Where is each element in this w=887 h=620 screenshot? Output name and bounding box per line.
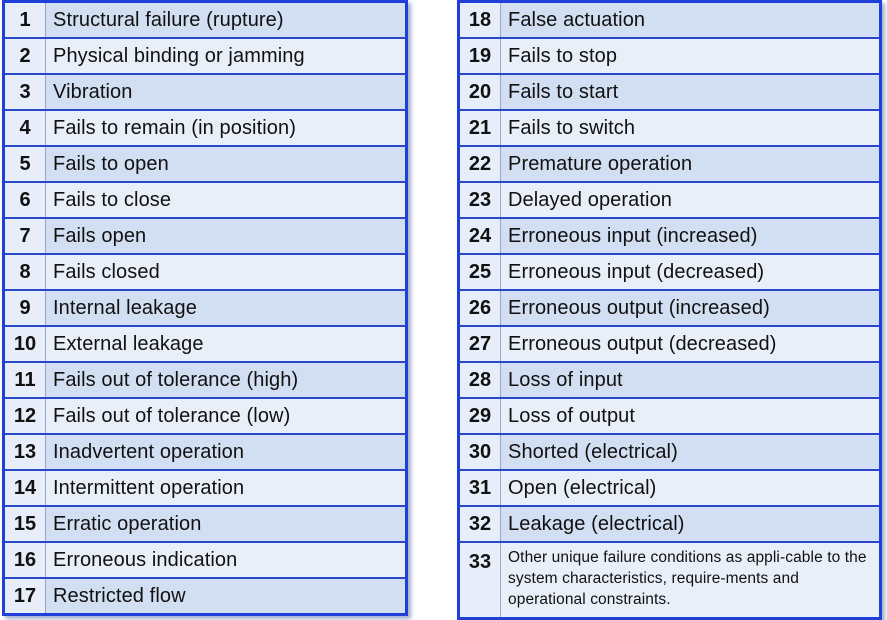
row-number: 13 (4, 434, 46, 470)
failure-mode-text: Loss of input (501, 362, 881, 398)
failure-mode-text: Erroneous output (increased) (501, 290, 881, 326)
failure-mode-text: Fails to close (46, 182, 407, 218)
row-number: 6 (4, 182, 46, 218)
row-number: 24 (459, 218, 501, 254)
table-row (4, 470, 407, 506)
row-number: 21 (459, 110, 501, 146)
row-number: 4 (4, 110, 46, 146)
table-row (459, 38, 881, 74)
failure-modes-table-left (2, 0, 408, 616)
table-row (459, 362, 881, 398)
failure-mode-text: Delayed operation (501, 182, 881, 218)
table-row (459, 146, 881, 182)
failure-mode-text: Erratic operation (46, 506, 407, 542)
failure-mode-text: Fails to stop (501, 38, 881, 74)
row-number: 7 (4, 218, 46, 254)
failure-mode-text: Leakage (electrical) (501, 506, 881, 542)
table-row (459, 470, 881, 506)
table-row (4, 146, 407, 182)
row-number: 3 (4, 74, 46, 110)
row-number: 30 (459, 434, 501, 470)
table-row (459, 74, 881, 110)
table-row (459, 182, 881, 218)
failure-modes-table-right (457, 0, 882, 620)
failure-mode-text: Inadvertent operation (46, 434, 407, 470)
row-number: 14 (4, 470, 46, 506)
failure-mode-text: Fails to start (501, 74, 881, 110)
table-row (4, 434, 407, 470)
row-number: 16 (4, 542, 46, 578)
row-number: 28 (459, 362, 501, 398)
row-number: 31 (459, 470, 501, 506)
table-row (459, 110, 881, 146)
table-row (459, 542, 881, 619)
table-row (4, 578, 407, 615)
table-row (459, 290, 881, 326)
failure-mode-text: Fails open (46, 218, 407, 254)
table-row (459, 2, 881, 39)
table-row (4, 326, 407, 362)
failure-mode-text: Loss of output (501, 398, 881, 434)
failure-mode-text: Erroneous indication (46, 542, 407, 578)
failure-mode-text: External leakage (46, 326, 407, 362)
table-row (4, 218, 407, 254)
row-number: 20 (459, 74, 501, 110)
row-number: 11 (4, 362, 46, 398)
row-number: 15 (4, 506, 46, 542)
failure-mode-text: Fails to switch (501, 110, 881, 146)
failure-mode-text: False actuation (501, 2, 881, 39)
row-number: 10 (4, 326, 46, 362)
row-number: 19 (459, 38, 501, 74)
failure-mode-text: Structural failure (rupture) (46, 2, 407, 39)
row-number: 25 (459, 254, 501, 290)
failure-mode-text: Restricted flow (46, 578, 407, 615)
failure-mode-text: Physical binding or jamming (46, 38, 407, 74)
row-number: 12 (4, 398, 46, 434)
failure-mode-text: Shorted (electrical) (501, 434, 881, 470)
row-number: 27 (459, 326, 501, 362)
failure-mode-text: Fails out of tolerance (low) (46, 398, 407, 434)
failure-mode-text: Fails closed (46, 254, 407, 290)
failure-mode-text: Intermittent operation (46, 470, 407, 506)
row-number: 8 (4, 254, 46, 290)
table-row (459, 218, 881, 254)
table-row (4, 182, 407, 218)
row-number: 26 (459, 290, 501, 326)
table-row (459, 434, 881, 470)
failure-mode-text: Internal leakage (46, 290, 407, 326)
table-row (4, 110, 407, 146)
table-row (4, 506, 407, 542)
table-row (4, 38, 407, 74)
table-row (4, 398, 407, 434)
failure-mode-text: Erroneous input (decreased) (501, 254, 881, 290)
row-number: 17 (4, 578, 46, 615)
table-row (4, 2, 407, 39)
row-number: 32 (459, 506, 501, 542)
row-number: 33 (459, 542, 501, 619)
failure-mode-text: Vibration (46, 74, 407, 110)
row-number: 2 (4, 38, 46, 74)
failure-mode-text: Premature operation (501, 146, 881, 182)
row-number: 5 (4, 146, 46, 182)
table-row (4, 74, 407, 110)
failure-mode-text: Other unique failure conditions as appli-cable to the system characteristics, require-ments and operational constraints. (501, 542, 881, 619)
table-row (4, 254, 407, 290)
table-row (4, 542, 407, 578)
table-row (4, 362, 407, 398)
row-number: 18 (459, 2, 501, 39)
row-number: 9 (4, 290, 46, 326)
failure-mode-text: Fails to open (46, 146, 407, 182)
row-number: 1 (4, 2, 46, 39)
row-number: 22 (459, 146, 501, 182)
failure-mode-text: Fails out of tolerance (high) (46, 362, 407, 398)
table-row (459, 254, 881, 290)
table-row (459, 506, 881, 542)
failure-mode-text: Erroneous output (decreased) (501, 326, 881, 362)
table-row (459, 398, 881, 434)
row-number: 29 (459, 398, 501, 434)
failure-mode-text: Open (electrical) (501, 470, 881, 506)
row-number: 23 (459, 182, 501, 218)
failure-mode-text: Fails to remain (in position) (46, 110, 407, 146)
table-row (459, 326, 881, 362)
table-row (4, 290, 407, 326)
failure-mode-text: Erroneous input (increased) (501, 218, 881, 254)
